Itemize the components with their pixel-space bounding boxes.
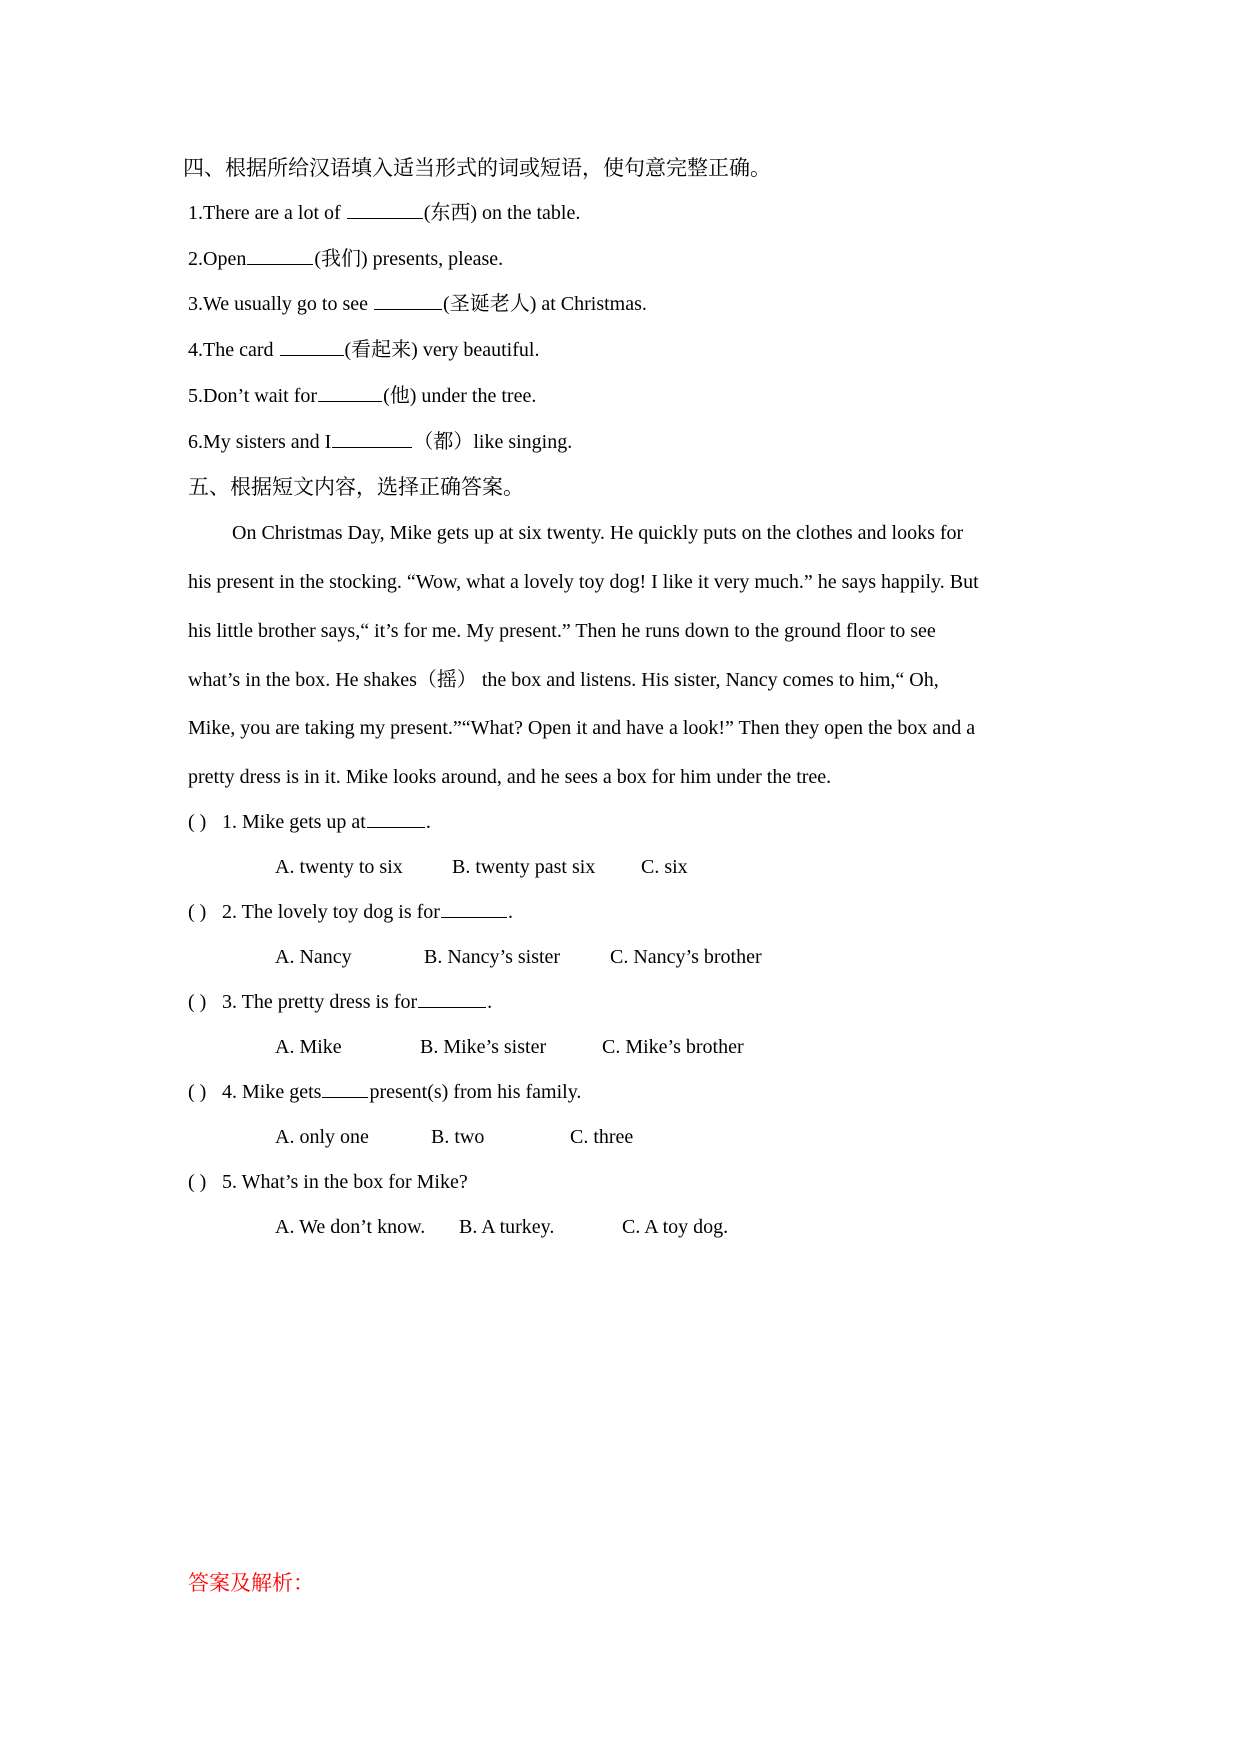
passage-line-3: his little brother says,“ it’s for me. My present.” Then he runs down to the ground floor to see [188,620,936,642]
q3-option-b[interactable]: B. Mike’s sister [420,1036,547,1058]
fill-item-4-after: (看起来) very beautiful. [344,339,540,361]
answer-paren-5[interactable]: ( ) [188,1171,207,1193]
q5-option-c[interactable]: C. A toy dog. [622,1216,729,1238]
fill-item-2-before: 2.Open [188,248,247,270]
question-5 [188,1169,468,1195]
fill-item-5-after: (他) under the tree. [383,385,537,407]
fill-item-2-after: (我们) presents, please. [314,248,504,270]
fill-blank-3[interactable] [374,291,442,310]
fill-item-5 [188,383,536,409]
question-3-stem-end: . [487,991,493,1013]
q1-option-a[interactable]: A. twenty to six [275,856,403,878]
fill-item-5-before: 5.Don’t wait for [188,385,318,407]
question-4-stem: 4. Mike gets [222,1081,322,1103]
fill-item-3 [188,291,647,317]
fill-item-6 [188,429,572,455]
answer-paren-4[interactable]: ( ) [188,1081,207,1103]
fill-blank-5[interactable] [318,383,382,402]
section5-title: 五、根据短文内容，选择正确答案。 [188,475,524,499]
fill-item-6-before: 6.My sisters and I [188,431,332,453]
q3-option-a[interactable]: A. Mike [275,1036,342,1058]
q1-option-c[interactable]: C. six [641,856,688,878]
q2-option-a[interactable]: A. Nancy [275,946,352,968]
question-1-stem-end: . [425,811,431,833]
q2-option-b[interactable]: B. Nancy’s sister [424,946,561,968]
question-2-blank [441,899,507,918]
question-3 [188,989,492,1015]
passage-line-4: what’s in the box. He shakes（摇） the box and listens. His sister, Nancy comes to him,“ Oh, [188,669,939,691]
fill-blank-1[interactable] [347,200,423,219]
fill-item-1-after: (东西) on the table. [423,202,581,224]
fill-item-3-before: 3.We usually go to see [188,293,374,315]
answer-paren-2[interactable]: ( ) [188,901,207,923]
question-3-stem: 3. The pretty dress is for [222,991,418,1013]
passage-line-6: pretty dress is in it. Mike looks around, and he sees a box for him under the tree. [188,766,832,788]
q1-option-b[interactable]: B. twenty past six [452,856,596,878]
question-4 [188,1079,581,1105]
answers-title: 答案及解析： [188,1571,314,1595]
q2-option-c[interactable]: C. Nancy’s brother [610,946,762,968]
question-5-stem: 5. What’s in the box for Mike? [222,1171,468,1193]
question-4-stem-end: present(s) from his family. [369,1081,582,1103]
question-1 [188,809,431,835]
fill-item-2 [188,246,503,272]
fill-blank-6[interactable] [332,429,412,448]
question-3-blank [418,989,486,1008]
fill-item-3-after: (圣诞老人) at Christmas. [443,293,647,315]
fill-item-4 [188,337,539,363]
answer-paren-1[interactable]: ( ) [188,811,207,833]
q3-option-c[interactable]: C. Mike’s brother [602,1036,744,1058]
fill-blank-2[interactable] [247,246,313,265]
q4-option-c[interactable]: C. three [570,1126,634,1148]
question-2-stem-end: . [507,901,513,923]
q4-option-b[interactable]: B. two [431,1126,485,1148]
q4-option-a[interactable]: A. only one [275,1126,369,1148]
q5-option-a[interactable]: A. We don’t know. [275,1216,426,1238]
question-2-stem: 2. The lovely toy dog is for [222,901,440,923]
question-1-stem: 1. Mike gets up at [222,811,366,833]
section4-title: 四、根据所给汉语填入适当形式的词或短语，使句意完整正确。 [183,156,771,180]
answer-paren-3[interactable]: ( ) [188,991,207,1013]
fill-blank-4[interactable] [280,337,344,356]
question-1-blank [367,809,425,828]
question-4-blank [322,1079,368,1098]
passage-line-1: On Christmas Day, Mike gets up at six twenty. He quickly puts on the clothes and looks for [232,522,964,544]
fill-item-1 [188,200,580,226]
passage-line-5: Mike, you are taking my present.”“What? Open it and have a look!” Then they open the box and a [188,717,976,739]
fill-item-1-before: 1.There are a lot of [188,202,346,224]
question-2 [188,899,513,925]
passage-line-2: his present in the stocking. “Wow, what a lovely toy dog! I like it very much.” he says happily. But [188,571,979,593]
fill-item-6-after: （都）like singing. [413,431,573,453]
q5-option-b[interactable]: B. A turkey. [459,1216,555,1238]
fill-item-4-before: 4.The card [188,339,279,361]
